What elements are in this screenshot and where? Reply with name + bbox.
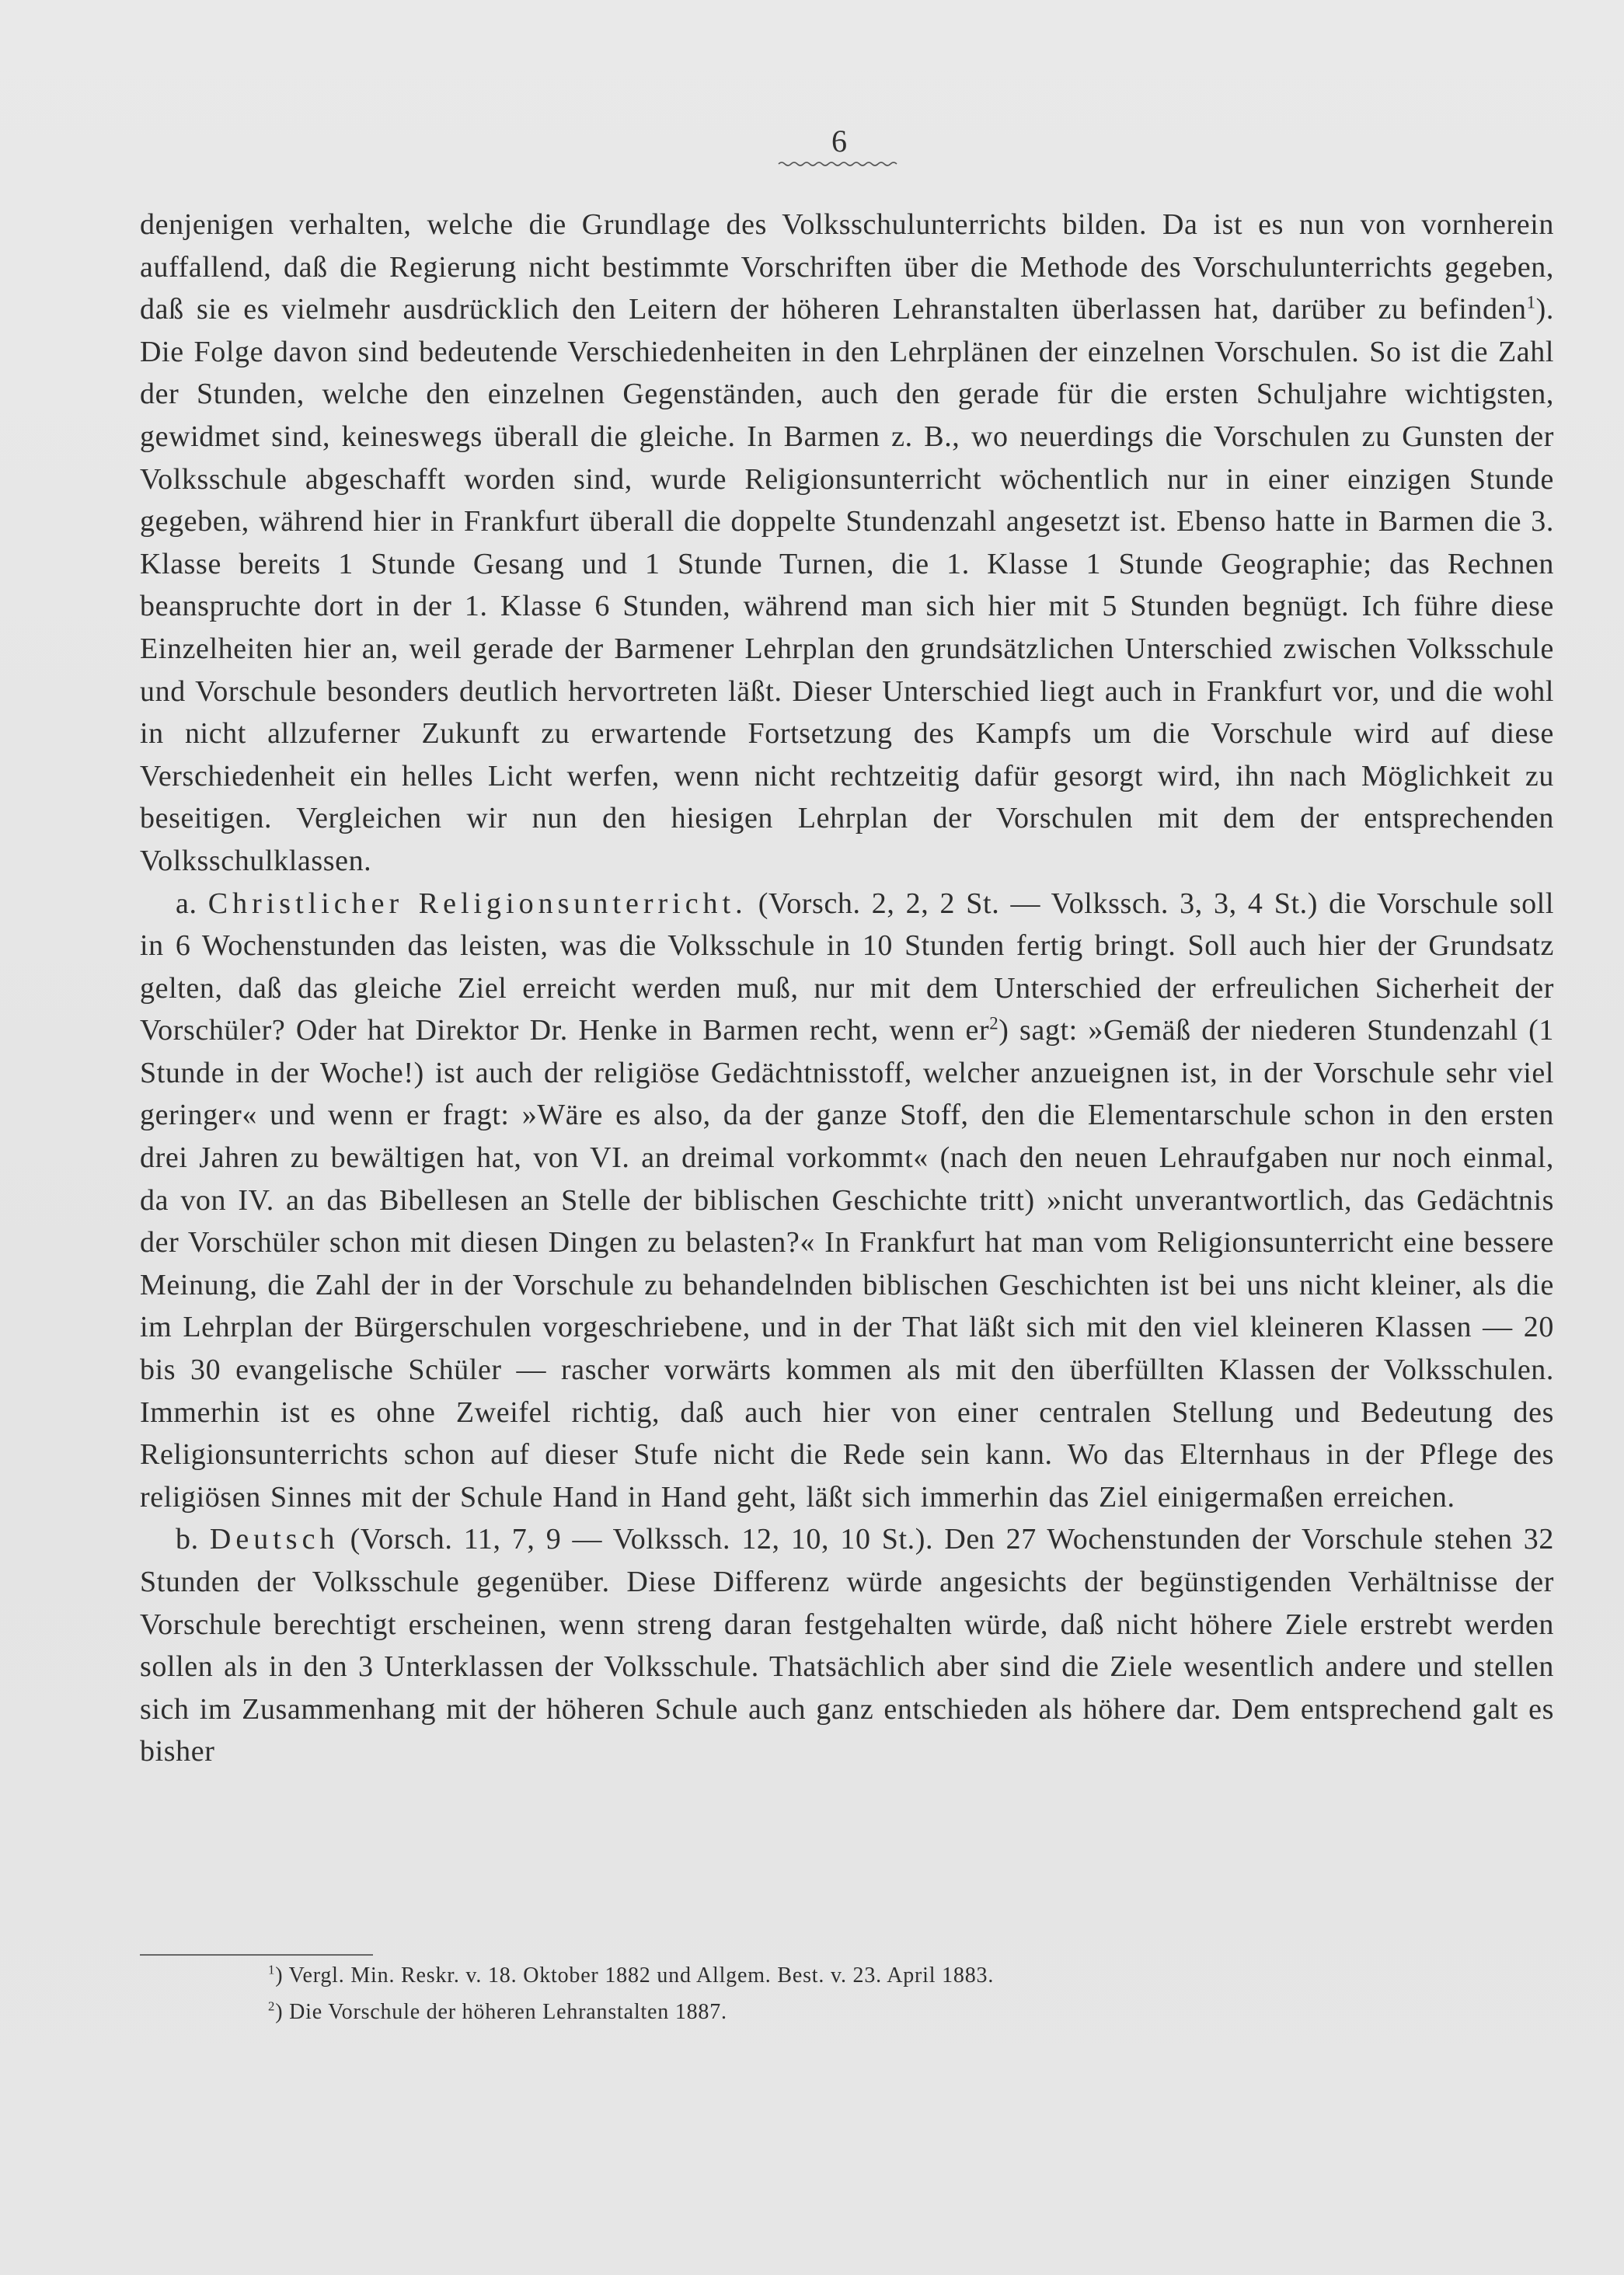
section-b-heading: Deutsch <box>209 1523 340 1556</box>
footnote-2-marker: 2 <box>268 1998 276 2014</box>
section-a-text-continued: ) sagt: »Gemäß der niederen Stundenzahl (1 Stunde in der Woche!) ist auch der religiöse Gedächtnisstoff, welcher anzueignen ist, in der Vorschule sehr viel geringer« und wenn er fragt: »Wäre es also, da der ganze Stoff, den die Elementarschule schon in den ersten drei Jahren zu bewältigen hat, von VI. an dreimal vorkommt« (nach den neuen Lehraufgaben nur noch einmal, da von IV. an das Bibellesen an Stelle der biblischen Geschichte tritt) »nicht unverantwortlich, das Gedächtnis der Vorschüler schon mit diesen Dingen zu belasten?« In Frankfurt hat man vom Religionsunterricht eine bessere Meinung, die Zahl der in der Vorschule zu behandelnden biblischen Geschichten ist bei uns nicht kleiner, als die im Lehrplan der Bürgerschulen vorgeschriebene, und in der That läßt sich mit den viel kleineren Klassen — 20 bis 30 evangelische Schüler — rascher vorwärts kommen als mit den überfüllten Klassen der Volksschulen. Immerhin ist es ohne Zweifel richtig, daß auch hier von einer centralen Stellung und Bedeutung des Religionsunterrichts schon auf dieser Stufe nicht die Rede sein kann. Wo das Elternhaus in der Pflege des religiösen Sinnes mit der Schule Hand in Hand geht, läßt sich immerhin das Ziel einigermaßen erreichen. <box>140 1014 1554 1514</box>
paragraph-deutsch <box>140 1518 1554 1773</box>
page-number: 6 <box>831 124 847 159</box>
section-b-label: b. <box>176 1523 210 1556</box>
section-b-text: (Vorsch. 11, 7, 9 — Volkssch. 12, 10, 10 St.). Den 27 Wochenstunden der Vorschule stehen 32 Stunden der Volksschule gegenüber. Diese Differenz würde angesichts der begünstigenden Verhältnisse der Vorschule berechtigt erscheinen, wenn streng daran festgehalten würde, daß nicht höhere Ziele erstrebt werden sollen als in den 3 Unterklassen der Volksschule. Thatsächlich aber sind die Ziele wesentlich andere und stellen sich im Zusammenhang mit der höheren Schule auch ganz entschieden als höhere dar. Dem entsprechend galt es bisher <box>140 1523 1554 1768</box>
paragraph-intro-continued: ). Die Folge davon sind bedeutende Verschiedenheiten in den Lehrplänen der einzelnen Vorschulen. So ist die Zahl der Stunden, welche den einzelnen Gegenständen, auch den gerade für die ersten Schuljahre wichtigsten, gewidmet sind, keineswegs überall die gleiche. In Barmen z. B., wo neuerdings die Vorschulen zu Gunsten der Volksschule abgeschafft worden sind, wurde Religionsunterricht wöchentlich nur in einer einzigen Stunde gegeben, während hier in Frankfurt überall die doppelte Stundenzahl angesetzt ist. Ebenso hatte in Barmen die 3. Klasse bereits 1 Stunde Gesang und 1 Stunde Turnen, die 1. Klasse 1 Stunde Geographie; das Rechnen beanspruchte dort in der 1. Klasse 6 Stunden, während man sich hier mit 5 Stunden begnügt. Ich führe diese Einzelheiten hier an, weil gerade der Barmener Lehrplan den grundsätzlichen Unterschied zwischen Volksschule und Vorschule besonders deutlich hervortreten läßt. Dieser Unterschied liegt auch in Frankfurt vor, und die wohl in nicht allzuferner Zukunft zu erwartende Fortsetzung des Kampfs um die Vorschule wird auf diese Verschiedenheit ein helles Licht werfen, wenn nicht rechtzeitig dafür gesorgt wird, ihn nach Möglichkeit zu beseitigen. Vergleichen wir nun den hiesigen Lehrplan der Vorschulen mit dem der entsprechenden Volksschulklassen. <box>140 293 1554 877</box>
footnotes <box>268 1957 1511 2030</box>
footnote-2 <box>268 1994 1511 2030</box>
section-a-heading: Christlicher Religionsunterricht. <box>207 887 748 920</box>
footnote-1 <box>268 1957 1511 1994</box>
page-number-ornament <box>777 160 901 168</box>
section-a-label: a. <box>176 887 208 920</box>
footnote-1-marker: 1 <box>268 1962 276 1977</box>
footnote-divider <box>140 1954 373 1956</box>
main-text <box>140 204 1554 1773</box>
section-a-text: (Vorsch. 2, 2, 2 St. — Volkssch. 3, 3, 4 St.) die Vorschule soll in 6 Wochenstunden das leisten, was die Volksschule in 10 Stunden fertig bringt. Soll auch hier der Grundsatz gelten, daß das gleiche Ziel erreicht werden muß, nur mit dem Unterschied der erfreulichen Sicherheit der Vorschüler? Oder hat Direktor Dr. Henke in Barmen recht, wenn er <box>140 887 1554 1047</box>
footnote-2-text: ) Die Vorschule der höheren Lehranstalten 1887. <box>275 2000 727 2024</box>
paragraph-intro <box>140 204 1554 883</box>
footnote-ref-2: 2 <box>989 1013 999 1033</box>
footnote-ref-1: 1 <box>1526 292 1536 312</box>
footnote-1-text: ) Vergl. Min. Reskr. v. 18. Oktober 1882 und Allgem. Best. v. 23. April 1883. <box>275 1963 995 1988</box>
paragraph-religion <box>140 883 1554 1519</box>
paragraph-intro-text: denjenigen verhalten, welche die Grundlage des Volksschulunterrichts bilden. Da ist es nun von vornherein auffallend, daß die Regierung nicht bestimmte Vorschriften über die Methode des Vorschulunterrichts gegeben, daß sie es vielmehr ausdrücklich den Leitern der höheren Lehranstalten überlassen hat, darüber zu befinden <box>140 208 1554 326</box>
